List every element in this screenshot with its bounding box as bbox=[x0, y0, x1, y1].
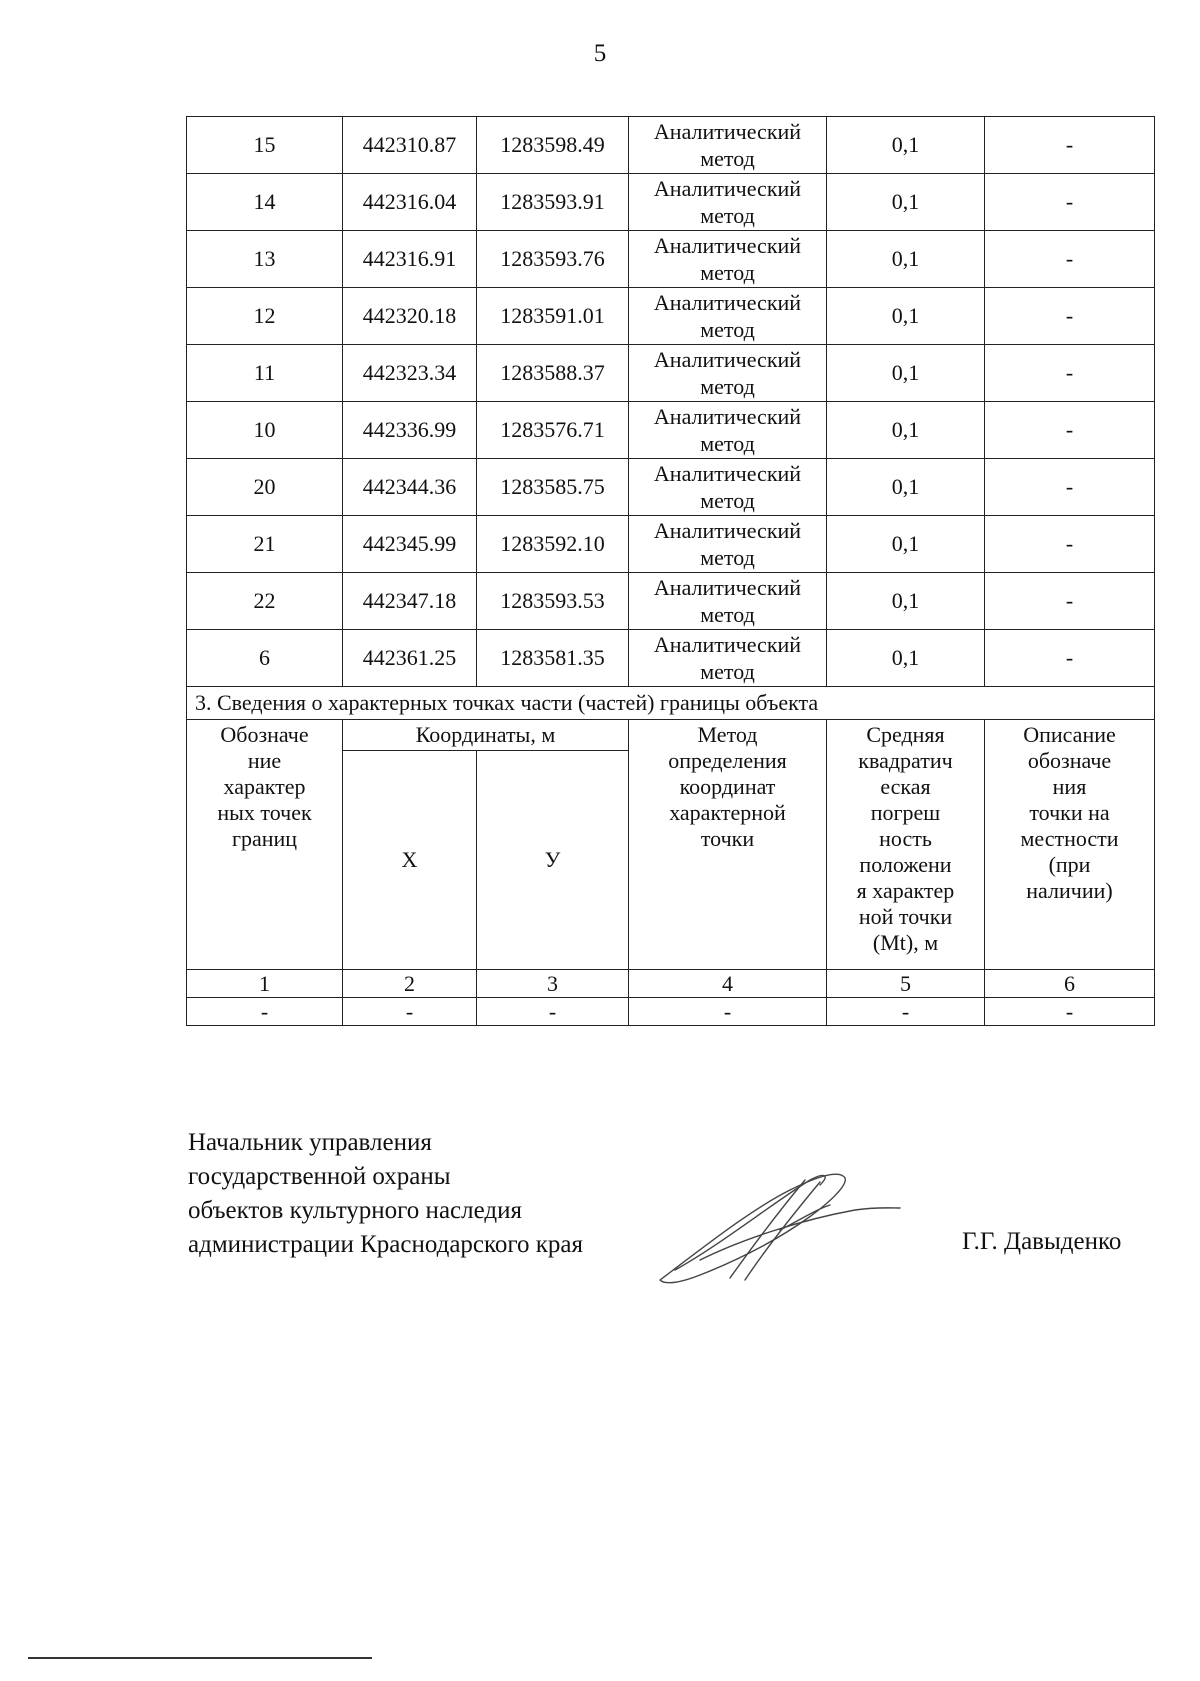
error-cell: 0,1 bbox=[827, 516, 985, 573]
x-cell: 442361.25 bbox=[343, 630, 477, 687]
empty-data-row bbox=[187, 998, 1155, 1026]
y-cell: 1283581.35 bbox=[477, 630, 629, 687]
description-cell: - bbox=[985, 516, 1155, 573]
y-cell: 1283576.71 bbox=[477, 402, 629, 459]
header-designation-line: ных точек bbox=[217, 800, 312, 825]
point-cell: 12 bbox=[187, 288, 343, 345]
header-designation-line: Обозначе bbox=[220, 722, 309, 747]
method-cell bbox=[629, 288, 827, 345]
description-cell: - bbox=[985, 345, 1155, 402]
signatory-title-line: объектов культурного наследия bbox=[188, 1197, 522, 1224]
empty-cell: - bbox=[477, 998, 629, 1026]
x-cell: 442323.34 bbox=[343, 345, 477, 402]
method-cell bbox=[629, 231, 827, 288]
header-error-line: еская bbox=[880, 774, 931, 799]
header-error-line: (Mt), м bbox=[872, 930, 939, 955]
column-number: 2 bbox=[343, 970, 477, 998]
empty-cell: - bbox=[827, 998, 985, 1026]
method-line: Аналитический bbox=[653, 575, 802, 600]
header-description-line: точки на bbox=[1029, 800, 1110, 825]
error-cell: 0,1 bbox=[827, 630, 985, 687]
error-cell: 0,1 bbox=[827, 345, 985, 402]
x-cell: 442316.04 bbox=[343, 174, 477, 231]
x-cell: 442336.99 bbox=[343, 402, 477, 459]
column-number: 6 bbox=[985, 970, 1155, 998]
column-number: 1 bbox=[187, 970, 343, 998]
header-description-line: наличии) bbox=[1026, 878, 1113, 903]
header-error-line: положени bbox=[859, 852, 952, 877]
header-method bbox=[629, 720, 827, 970]
method-cell bbox=[629, 459, 827, 516]
error-cell: 0,1 bbox=[827, 288, 985, 345]
method-line: Аналитический bbox=[653, 176, 802, 201]
method-line: Аналитический bbox=[653, 461, 802, 486]
x-cell: 442345.99 bbox=[343, 516, 477, 573]
signatory-title-line: государственной охраны bbox=[188, 1163, 451, 1190]
x-cell: 442320.18 bbox=[343, 288, 477, 345]
method-line: Аналитический bbox=[653, 347, 802, 372]
point-cell: 15 bbox=[187, 117, 343, 174]
description-cell: - bbox=[985, 117, 1155, 174]
method-cell bbox=[629, 630, 827, 687]
point-cell: 22 bbox=[187, 573, 343, 630]
header-method-line: координат bbox=[679, 774, 776, 799]
x-cell: 442316.91 bbox=[343, 231, 477, 288]
section-title-row bbox=[187, 687, 1155, 720]
table-row bbox=[187, 231, 1155, 288]
error-cell: 0,1 bbox=[827, 117, 985, 174]
description-cell: - bbox=[985, 630, 1155, 687]
x-cell: 442310.87 bbox=[343, 117, 477, 174]
method-line: метод bbox=[700, 488, 755, 513]
error-cell: 0,1 bbox=[827, 459, 985, 516]
header-error-line: Средняя bbox=[866, 722, 945, 747]
table-row bbox=[187, 516, 1155, 573]
header-description-line: местности bbox=[1020, 826, 1119, 851]
header-y: У bbox=[477, 751, 629, 970]
column-number: 5 bbox=[827, 970, 985, 998]
column-number: 4 bbox=[629, 970, 827, 998]
header-method-line: точки bbox=[700, 826, 755, 851]
empty-cell: - bbox=[629, 998, 827, 1026]
error-cell: 0,1 bbox=[827, 402, 985, 459]
method-line: Аналитический bbox=[653, 518, 802, 543]
point-cell: 20 bbox=[187, 459, 343, 516]
header-error-line: я характер bbox=[856, 878, 955, 903]
method-line: метод bbox=[700, 659, 755, 684]
point-cell: 11 bbox=[187, 345, 343, 402]
method-line: Аналитический bbox=[653, 290, 802, 315]
method-line: метод bbox=[700, 203, 755, 228]
point-cell: 13 bbox=[187, 231, 343, 288]
table-row bbox=[187, 402, 1155, 459]
column-number: 3 bbox=[477, 970, 629, 998]
header-designation bbox=[187, 720, 343, 970]
empty-cell: - bbox=[187, 998, 343, 1026]
y-cell: 1283593.53 bbox=[477, 573, 629, 630]
x-cell: 442344.36 bbox=[343, 459, 477, 516]
error-cell: 0,1 bbox=[827, 174, 985, 231]
section-title: 3. Сведения о характерных точках части (частей) границы объекта bbox=[187, 687, 1155, 720]
empty-cell: - bbox=[343, 998, 477, 1026]
header-error-line: квадратич bbox=[858, 748, 953, 773]
y-cell: 1283592.10 bbox=[477, 516, 629, 573]
method-line: метод bbox=[700, 545, 755, 570]
method-line: метод bbox=[700, 374, 755, 399]
header-method-line: характерной bbox=[669, 800, 786, 825]
header-method-line: определения bbox=[668, 748, 787, 773]
method-line: метод bbox=[700, 317, 755, 342]
error-cell: 0,1 bbox=[827, 231, 985, 288]
method-cell bbox=[629, 516, 827, 573]
header-designation-line: ние bbox=[247, 748, 282, 773]
footer-rule bbox=[28, 1657, 372, 1659]
description-cell: - bbox=[985, 174, 1155, 231]
table-row bbox=[187, 573, 1155, 630]
empty-cell: - bbox=[985, 998, 1155, 1026]
x-cell: 442347.18 bbox=[343, 573, 477, 630]
y-cell: 1283591.01 bbox=[477, 288, 629, 345]
handwritten-signature bbox=[640, 1150, 920, 1300]
table-row bbox=[187, 174, 1155, 231]
signatory-title bbox=[188, 1126, 583, 1262]
method-line: Аналитический bbox=[653, 632, 802, 657]
header-description-line: Описание bbox=[1023, 722, 1116, 747]
y-cell: 1283588.37 bbox=[477, 345, 629, 402]
method-line: метод bbox=[700, 602, 755, 627]
table-row bbox=[187, 117, 1155, 174]
point-cell: 14 bbox=[187, 174, 343, 231]
error-cell: 0,1 bbox=[827, 573, 985, 630]
point-cell: 6 bbox=[187, 630, 343, 687]
method-line: метод bbox=[700, 260, 755, 285]
signatory-title-line: администрации Краснодарского края bbox=[188, 1231, 584, 1258]
column-number-row bbox=[187, 970, 1155, 998]
y-cell: 1283593.76 bbox=[477, 231, 629, 288]
method-cell bbox=[629, 345, 827, 402]
description-cell: - bbox=[985, 231, 1155, 288]
description-cell: - bbox=[985, 288, 1155, 345]
description-cell: - bbox=[985, 402, 1155, 459]
header-error bbox=[827, 720, 985, 970]
y-cell: 1283598.49 bbox=[477, 117, 629, 174]
header-error-line: ность bbox=[879, 826, 932, 851]
method-line: Аналитический bbox=[653, 233, 802, 258]
header-method-line: Метод bbox=[697, 722, 758, 747]
header-designation-line: характер bbox=[223, 774, 306, 799]
method-cell bbox=[629, 174, 827, 231]
method-line: Аналитический bbox=[653, 404, 802, 429]
header-coordinates: Координаты, м bbox=[343, 720, 629, 751]
coordinates-table bbox=[186, 116, 1155, 1026]
point-cell: 10 bbox=[187, 402, 343, 459]
table-row bbox=[187, 345, 1155, 402]
signatory-name: Г.Г. Давыденко bbox=[962, 1228, 1122, 1255]
header-designation-line: границ bbox=[231, 826, 298, 851]
data-rows bbox=[187, 117, 1155, 687]
header-error-line: погреш bbox=[870, 800, 941, 825]
y-cell: 1283593.91 bbox=[477, 174, 629, 231]
y-cell: 1283585.75 bbox=[477, 459, 629, 516]
header-description-line: обозначе bbox=[1027, 748, 1112, 773]
signatory-title-line: Начальник управления bbox=[188, 1129, 432, 1156]
table-row bbox=[187, 630, 1155, 687]
method-line: метод bbox=[700, 431, 755, 456]
point-cell: 21 bbox=[187, 516, 343, 573]
table-row bbox=[187, 459, 1155, 516]
header-description bbox=[985, 720, 1155, 970]
description-cell: - bbox=[985, 573, 1155, 630]
description-cell: - bbox=[985, 459, 1155, 516]
method-cell bbox=[629, 117, 827, 174]
page-number: 5 bbox=[593, 40, 607, 67]
method-line: метод bbox=[700, 146, 755, 171]
table-row bbox=[187, 288, 1155, 345]
header-x: Х bbox=[343, 751, 477, 970]
section-3 bbox=[187, 687, 1155, 1026]
header-row-1 bbox=[187, 720, 1155, 751]
method-cell bbox=[629, 402, 827, 459]
method-line: Аналитический bbox=[653, 119, 802, 144]
method-cell bbox=[629, 573, 827, 630]
header-error-line: ной точки bbox=[858, 904, 953, 929]
header-description-line: (при bbox=[1048, 852, 1091, 877]
header-description-line: ния bbox=[1052, 774, 1087, 799]
